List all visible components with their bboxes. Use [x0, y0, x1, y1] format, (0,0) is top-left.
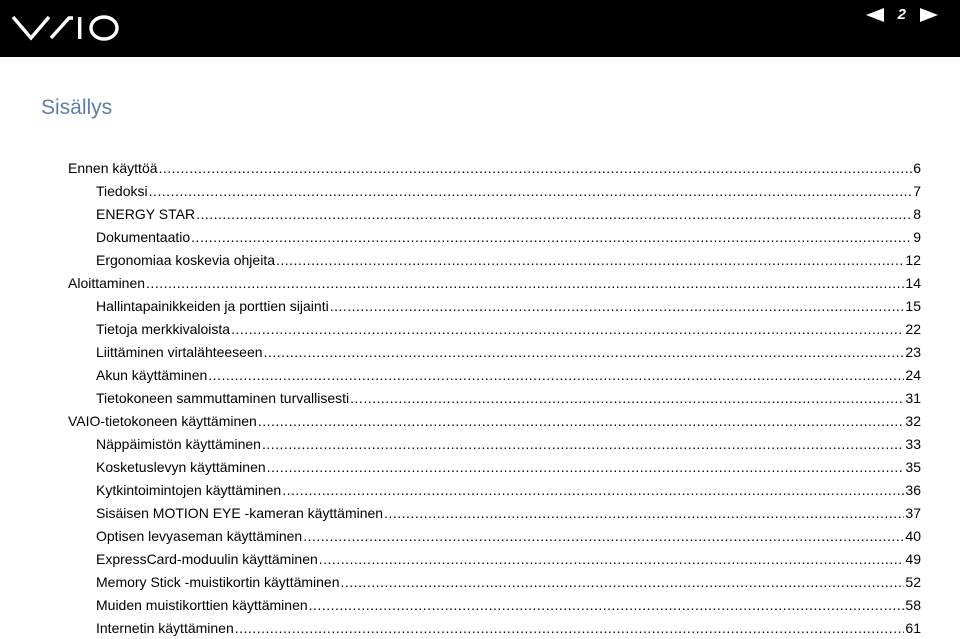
- toc-entry-link[interactable]: [96, 459, 960, 475]
- toc-entry-link[interactable]: [96, 482, 960, 498]
- dot-leader: [303, 528, 904, 544]
- toc-entry-link[interactable]: [68, 413, 960, 429]
- toc-entry-label: Sisäisen MOTION EYE -kameran käyttäminen: [96, 504, 384, 521]
- toc-entry-label: ENERGY STAR: [96, 205, 196, 222]
- toc-entry-page: 40: [905, 527, 921, 544]
- toc-entry-page: 37: [905, 504, 921, 521]
- page-navigation: [866, 8, 938, 22]
- toc-entry[interactable]: [0, 179, 960, 202]
- toc-entry-page: 35: [905, 458, 921, 475]
- toc-entry-label: ExpressCard-moduulin käyttäminen: [96, 550, 318, 567]
- toc-entry-label: Ergonomiaa koskevia ohjeita: [96, 251, 275, 268]
- toc-entry-label: Tiedoksi: [96, 182, 148, 199]
- toc-entry-link[interactable]: [96, 505, 960, 521]
- toc-entry-link[interactable]: [68, 160, 960, 176]
- toc-entry[interactable]: [0, 547, 960, 570]
- toc-entry[interactable]: [0, 593, 960, 616]
- toc-entry-label: Hallintapainikkeiden ja porttien sijainti: [96, 297, 329, 314]
- toc-entry-link[interactable]: [96, 436, 960, 452]
- dot-leader: [231, 321, 904, 337]
- toc-entry[interactable]: [0, 432, 960, 455]
- toc-entry-label: Liittäminen virtalähteeseen: [96, 343, 263, 360]
- toc-entry-page: 33: [905, 435, 921, 452]
- dot-leader: [276, 252, 904, 268]
- toc-entry-page: 52: [905, 573, 921, 590]
- toc-entry[interactable]: [0, 409, 960, 432]
- toc-entry-label: Muiden muistikorttien käyttäminen: [96, 596, 308, 613]
- toc-entry-link[interactable]: [96, 298, 960, 314]
- toc-entry-link[interactable]: [96, 206, 960, 222]
- toc-entry-page: 7: [913, 182, 921, 199]
- toc-entry-link[interactable]: [96, 367, 960, 383]
- toc-entry[interactable]: [0, 248, 960, 271]
- dot-leader: [196, 206, 912, 222]
- dot-leader: [262, 436, 904, 452]
- vaio-logo: [11, 13, 123, 43]
- toc-entry-page: 22: [905, 320, 921, 337]
- toc-entry-label: Memory Stick -muistikortin käyttäminen: [96, 573, 340, 590]
- toc-entry-page: 32: [905, 412, 921, 429]
- toc-entry-link[interactable]: [96, 390, 960, 406]
- toc-entry-page: 31: [905, 389, 921, 406]
- toc-entry[interactable]: [0, 340, 960, 363]
- toc-entry[interactable]: [0, 363, 960, 386]
- page-title: Sisällys: [41, 96, 113, 119]
- toc-entry-label: Kytkintoimintojen käyttäminen: [96, 481, 282, 498]
- toc-entry-page: 58: [905, 596, 921, 613]
- arrow-right-icon[interactable]: [920, 8, 938, 22]
- dot-leader: [384, 505, 904, 521]
- toc-entry-page: 9: [913, 228, 921, 245]
- dot-leader: [208, 367, 904, 383]
- toc-entry-page: 36: [905, 481, 921, 498]
- toc-entry-link[interactable]: [96, 252, 960, 268]
- toc-entry-link[interactable]: [96, 183, 960, 199]
- toc-entry-page: 14: [905, 274, 921, 291]
- toc-entry-link[interactable]: [96, 620, 960, 636]
- toc-entry[interactable]: [0, 570, 960, 593]
- dot-leader: [319, 551, 905, 567]
- toc-entry-label: Internetin käyttäminen: [96, 619, 234, 636]
- toc-entry-label: Akun käyttäminen: [96, 366, 208, 383]
- toc-entry-label: Tietokoneen sammuttaminen turvallisesti: [96, 389, 350, 406]
- page-header: [0, 0, 960, 57]
- toc-entry-label: Kosketuslevyn käyttäminen: [96, 458, 266, 475]
- toc-entry-link[interactable]: [96, 528, 960, 544]
- toc-entry[interactable]: [0, 386, 960, 409]
- toc-entry-link[interactable]: [68, 275, 960, 291]
- toc-entry[interactable]: [0, 225, 960, 248]
- dot-leader: [330, 298, 905, 314]
- dot-leader: [282, 482, 904, 498]
- toc-entry[interactable]: [0, 524, 960, 547]
- toc-entry-page: 49: [905, 550, 921, 567]
- toc-entry-link[interactable]: [96, 551, 960, 567]
- table-of-contents: [0, 156, 960, 639]
- toc-entry[interactable]: [0, 294, 960, 317]
- toc-entry-page: 12: [905, 251, 921, 268]
- toc-entry-page: 8: [913, 205, 921, 222]
- toc-entry-page: 23: [905, 343, 921, 360]
- toc-entry-label: Optisen levyaseman käyttäminen: [96, 527, 303, 544]
- toc-entry-label: Ennen käyttöä: [68, 159, 158, 176]
- dot-leader: [258, 413, 905, 429]
- dot-leader: [264, 344, 905, 360]
- toc-entry-link[interactable]: [96, 229, 960, 245]
- toc-entry-label: Tietoja merkkivaloista: [96, 320, 231, 337]
- toc-entry-page: 15: [905, 297, 921, 314]
- toc-entry[interactable]: [0, 202, 960, 225]
- dot-leader: [159, 160, 913, 176]
- toc-entry[interactable]: [0, 156, 960, 179]
- toc-entry-page: 24: [905, 366, 921, 383]
- toc-entry[interactable]: [0, 317, 960, 340]
- toc-entry[interactable]: [0, 616, 960, 639]
- dot-leader: [146, 275, 904, 291]
- dot-leader: [235, 620, 905, 636]
- toc-entry-label: Aloittaminen: [68, 274, 146, 291]
- toc-entry-link[interactable]: [96, 574, 960, 590]
- toc-entry-link[interactable]: [96, 321, 960, 337]
- toc-entry-page: 6: [913, 159, 921, 176]
- toc-entry-link[interactable]: [96, 597, 960, 613]
- page-number: 2: [897, 6, 906, 23]
- dot-leader: [341, 574, 905, 590]
- dot-leader: [267, 459, 905, 475]
- toc-entry[interactable]: [0, 501, 960, 524]
- toc-entry-link[interactable]: [96, 344, 960, 360]
- dot-leader: [191, 229, 912, 245]
- toc-entry[interactable]: [0, 455, 960, 478]
- arrow-left-icon[interactable]: [866, 8, 884, 22]
- dot-leader: [309, 597, 905, 613]
- toc-entry[interactable]: [0, 271, 960, 294]
- toc-entry-label: Näppäimistön käyttäminen: [96, 435, 261, 452]
- dot-leader: [350, 390, 904, 406]
- toc-entry-page: 61: [905, 619, 921, 636]
- dot-leader: [149, 183, 913, 199]
- toc-entry[interactable]: [0, 478, 960, 501]
- toc-entry-label: Dokumentaatio: [96, 228, 191, 245]
- toc-entry-label: VAIO-tietokoneen käyttäminen: [68, 412, 257, 429]
